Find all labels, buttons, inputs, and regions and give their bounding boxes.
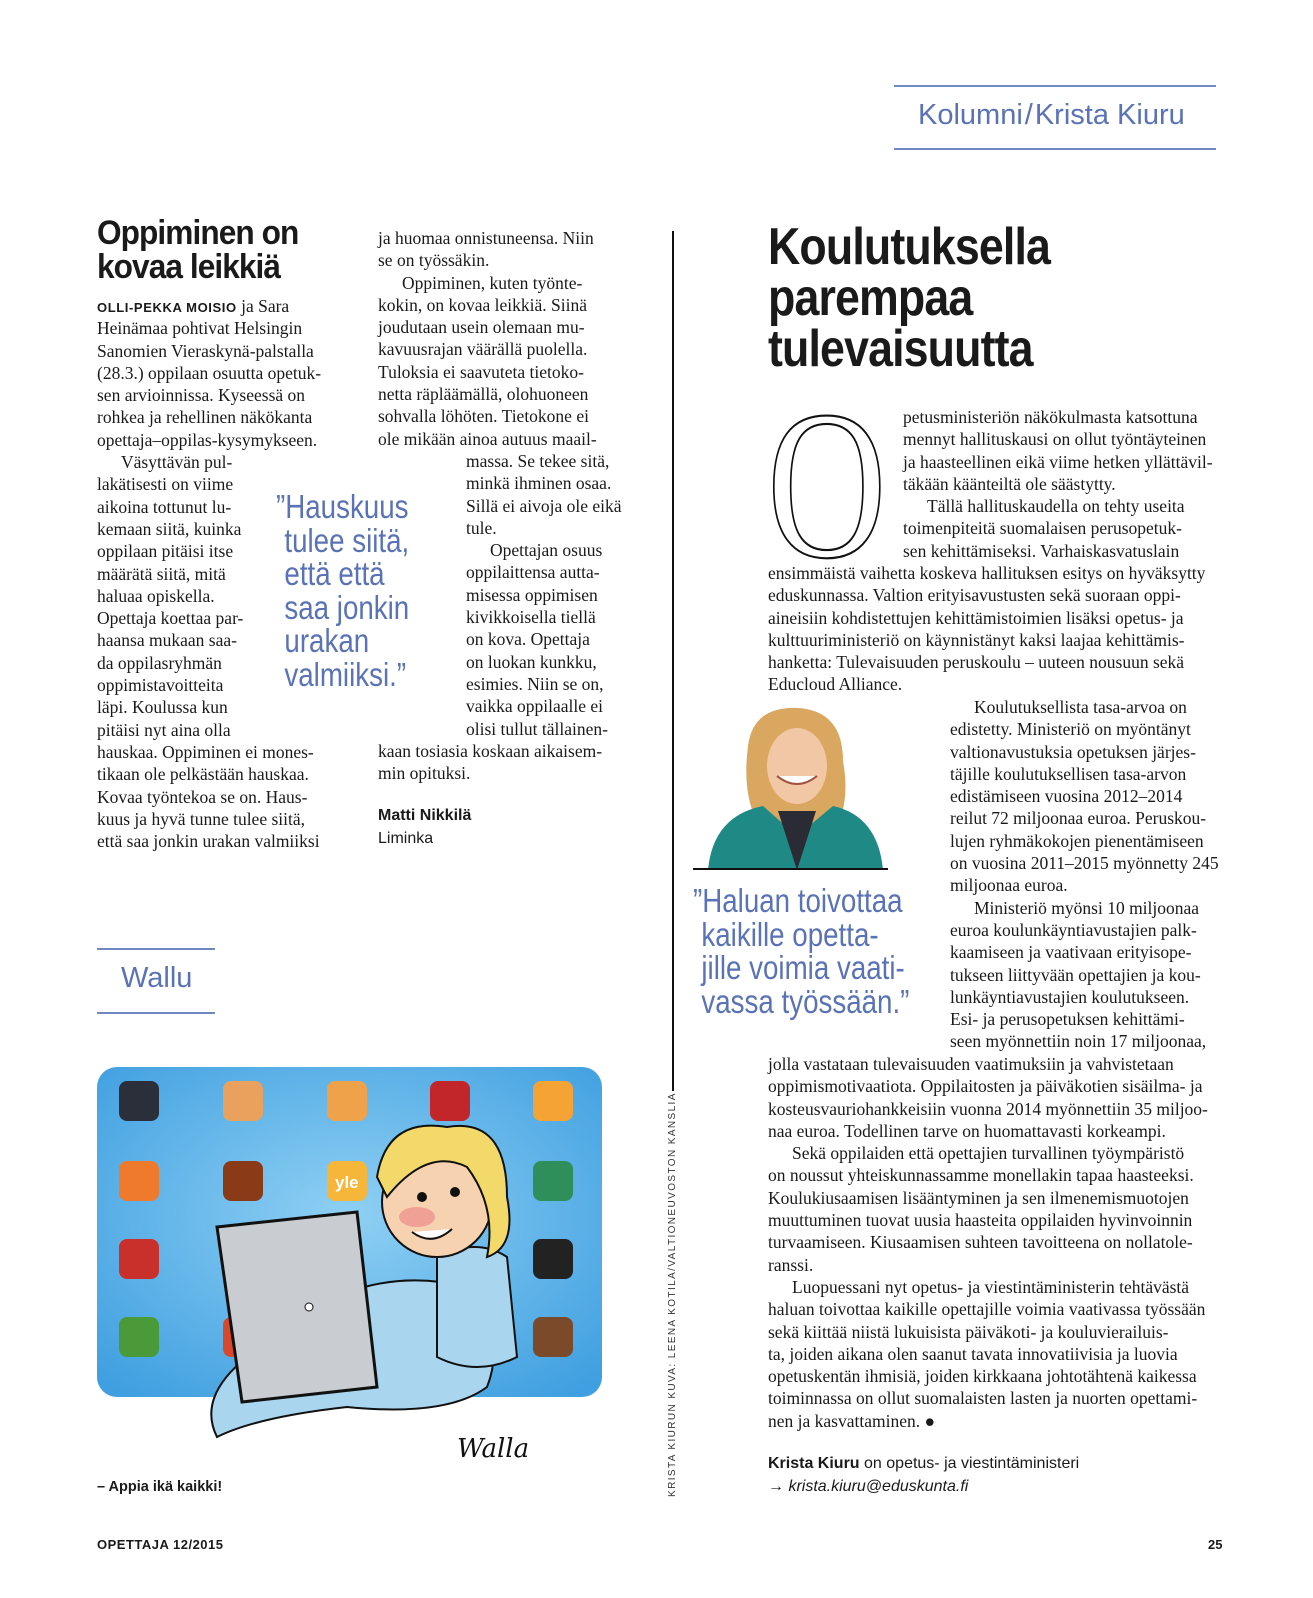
text-line: seen myönnettiin noin 17 miljoonaa, <box>950 1031 1207 1052</box>
page-number: 25 <box>1208 1537 1223 1552</box>
paragraph <box>768 1053 1208 1142</box>
letter-column-2a <box>378 227 597 450</box>
drop-cap <box>767 404 891 560</box>
text-line: kaamiseen ja vaativaan erityisope- <box>950 942 1192 963</box>
section-label: Kolumni <box>918 99 1023 131</box>
author-photo <box>693 706 893 872</box>
text-line: on luokan kunkku, <box>466 651 597 672</box>
title-line: kovaa leikkiä <box>97 248 281 286</box>
quote-line: saa jonkin <box>284 588 410 626</box>
text-line: netta räpläämällä, olohuoneen <box>378 384 589 405</box>
title-line: Oppiminen on <box>97 214 299 252</box>
text-line: sen kehittämiseksi. Varhaiskasvatuslain <box>903 540 1180 561</box>
text-line: joudutaan usein olemaan mu- <box>378 317 585 338</box>
column-block-b <box>768 562 1205 696</box>
text-line: da oppilasryhmän <box>97 652 222 673</box>
author-bio <box>768 1455 1079 1473</box>
text-line: euroa koulunkäyntiavustajien palk- <box>950 919 1197 940</box>
text-line: kosteusvauriohankkeisiin vuonna 2014 myönnettiin 35 miljoo- <box>768 1098 1208 1119</box>
quote-line: ”Haluan toivottaa <box>693 882 903 919</box>
paragraph <box>950 897 1219 1053</box>
text-line: vaikka oppilaalle ei <box>466 696 604 717</box>
letter-title <box>97 216 298 284</box>
text-line: läpi. Koulussa kun <box>97 697 228 718</box>
text-line: Luopuessani nyt opetus- ja viestintäministerin tehtävästä <box>792 1276 1190 1297</box>
text-line: kemaan siitä, kuinka <box>97 518 242 539</box>
text-line: aikoina tottunut lu- <box>97 496 232 517</box>
text-line: kulttuuriministeriö on käynnistänyt kaksi laajaa kehittämis- <box>768 629 1185 650</box>
text-line: oppilaittensa autta- <box>466 562 600 583</box>
quote-line: ”Hauskuus <box>276 488 409 525</box>
text-line: täjille koulutuksellisen tasa-arvon <box>950 763 1187 784</box>
paragraph <box>378 227 597 272</box>
text-line: kivikkoisella tiellä <box>466 607 596 628</box>
text-line: mennyt hallituskausi on ollut työntäyteinen <box>903 429 1207 450</box>
text-line: tule. <box>466 517 497 538</box>
text-line: nen ja kasvattaminen. ● <box>768 1410 936 1431</box>
title-line: tulevaisuutta <box>768 320 1033 378</box>
text-line: Väsyttävän pul- <box>121 452 233 473</box>
text-line: hanketta: Tulevaisuuden peruskoulu – uuteen nousuun sekä <box>768 652 1185 673</box>
section-header <box>918 99 1185 132</box>
text-line: aineisiin kohdistettujen kehittämistoimien lisäksi opetus- ja <box>768 607 1184 628</box>
app-icon <box>223 1161 263 1201</box>
text-line: oppimismotivaatiota. Oppilaitosten ja päiväkotien sisäilma- ja <box>768 1076 1203 1097</box>
app-icon <box>533 1239 573 1279</box>
text-line: ole mikään ainoa autuus maail- <box>378 428 597 449</box>
text-line: lunkäyntiavustajien koulutukseen. <box>950 986 1190 1007</box>
text-line: haansa mukaan saa- <box>97 630 237 651</box>
letter-pull-quote <box>276 490 409 691</box>
text-line: Educloud Alliance. <box>768 674 903 695</box>
text-line: on kova. Opettaja <box>466 629 590 650</box>
header-rule-bottom <box>894 148 1216 150</box>
text-line: min opituksi. <box>378 763 471 784</box>
text-line: reilut 72 miljoonaa euroa. Peruskou- <box>950 808 1207 829</box>
text-line: ja huomaa onnistuneensa. Niin <box>378 228 594 248</box>
text-line: sohvalla löhöten. Tietokone ei <box>378 406 589 427</box>
paragraph <box>903 495 1213 562</box>
text-line: rohkea ja rehellinen näkökanta <box>97 407 313 428</box>
column-author: Krista Kiuru <box>1034 99 1185 131</box>
text-line: sekä kiittää niistä lukuisista päiväkoti- ja kouluvierailuis- <box>768 1321 1169 1342</box>
lead-author: OLLI-PEKKA MOISIO <box>97 300 237 315</box>
text-line: Opettaja koettaa par- <box>97 608 244 629</box>
text-line: opetuskentän ihmisiä, joiden kirkkaana johtotähtenä kaikessa <box>768 1366 1197 1387</box>
cartoon-caption: – Appia ikä kaikki! <box>97 1479 223 1495</box>
column-block-a <box>903 406 1213 562</box>
paragraph <box>378 272 597 450</box>
letter-signature-name: Matti Nikkilä <box>378 807 472 824</box>
paragraph <box>466 539 622 740</box>
quote-line: että että <box>284 555 385 592</box>
text-line: täkään käänteiltä ole säästytty. <box>903 473 1116 494</box>
text-line: kavuusrajan väärällä puolella. <box>378 339 588 360</box>
text-line: ja haasteellinen eikä viime hetken yllättävil- <box>903 451 1213 472</box>
text-line: ensimmäistä vaihetta koskeva hallituksen esitys on hyväksytty <box>768 563 1206 583</box>
text-line: se on työssäkin. <box>378 250 490 271</box>
column-pull-quote <box>693 884 909 1018</box>
app-icon <box>327 1081 367 1121</box>
text-line: lujen ryhmäkokojen pienentämiseen <box>950 830 1204 851</box>
app-icon <box>119 1239 159 1279</box>
app-icon <box>533 1161 573 1201</box>
paragraph <box>768 562 1205 696</box>
text-line: oppimistavoitteita <box>97 675 224 696</box>
arrow-right-icon: → <box>768 1478 784 1495</box>
quote-line: urakan <box>284 622 370 659</box>
app-icon <box>533 1317 573 1357</box>
wallu-rule-top <box>97 948 215 950</box>
text-line: jolla vastataan tulevaisuuden vaatimuksiin ja vahvistetaan <box>768 1054 1174 1074</box>
text-line: Kovaa työntekoa se on. Haus- <box>97 786 308 807</box>
author-email-row <box>768 1478 968 1496</box>
paragraph <box>903 406 1213 495</box>
text-line: edistämiseen vuosina 2012–2014 <box>950 786 1183 807</box>
column-block-d <box>768 1053 1208 1432</box>
tablet-button <box>305 1303 313 1311</box>
app-icon <box>119 1161 159 1201</box>
text-line: sen arvioinnissa. Kyseessä on <box>97 385 306 406</box>
text-line: minkä ihminen osaa. <box>466 473 612 494</box>
text-line: haluan toivottaa kaikille opettajille voimia vaativassa työssään <box>768 1299 1206 1320</box>
text-line: kaan tosiasia koskaan aikaisem- <box>378 741 603 761</box>
text-line: toiminnassa on ollut suomalaisten lasten ja nuorten opettami- <box>768 1388 1198 1409</box>
app-icon <box>223 1081 263 1121</box>
text-line: haluaa opiskella. <box>97 585 215 606</box>
text-line: Oppiminen, kuten työnte- <box>402 272 583 293</box>
paragraph <box>378 740 602 785</box>
text-line: Koulutuksellista tasa-arvoa on <box>974 697 1187 717</box>
author-email-link[interactable]: krista.kiuru@eduskunta.fi <box>788 1478 969 1495</box>
text-line: kuus ja hyvä tunne tulee siitä, <box>97 808 306 829</box>
column-divider <box>672 231 674 1091</box>
app-icon <box>119 1317 159 1357</box>
text-line: toimenpiteitä suomalaisen perusopetuk- <box>903 518 1182 539</box>
paragraph <box>466 450 622 539</box>
text-line: että saa jonkin urakan valmiiksi <box>97 831 320 852</box>
text-line: hauskaa. Oppiminen ei mones- <box>97 741 314 762</box>
yle-badge: yle <box>335 1173 359 1192</box>
text-line: miljoonaa euroa. <box>950 875 1068 896</box>
text-line: esimies. Niin se on, <box>466 673 604 694</box>
text-line: Opettajan osuus <box>490 540 603 561</box>
title-line: Koulutuksella <box>768 218 1051 276</box>
text-line: tikaan ole pelkästään hauskaa. <box>97 764 309 785</box>
text-line <box>97 295 289 317</box>
text-line: ranssi. <box>768 1254 814 1275</box>
text-line: olisi tullut tällainen- <box>466 718 608 739</box>
text-line: Sekä oppilaiden että opettajien turvallinen työympäristö <box>792 1143 1185 1164</box>
quote-line: tulee siitä, <box>284 521 410 559</box>
text-line: (28.3.) oppilaan osuutta opetuk- <box>97 362 322 383</box>
text-line: Tuloksia ei saavuteta tietoko- <box>378 361 584 382</box>
app-icon <box>430 1081 470 1121</box>
text-line: on noussut yhteiskunnassamme monellakin tapaa haasteeksi. <box>768 1165 1194 1186</box>
wallu-label: Wallu <box>121 962 193 994</box>
text-line: Heinämaa pohtivat Helsingin <box>97 318 303 339</box>
quote-line: jille voimia vaati- <box>701 949 905 986</box>
author-role: on opetus- ja viestintäministeri <box>859 1455 1080 1472</box>
paragraph <box>950 696 1219 897</box>
paragraph <box>768 1142 1208 1276</box>
letter-column-2c <box>378 740 602 785</box>
tablet-device <box>217 1212 377 1402</box>
text-line-rest: ja Sara <box>236 296 290 316</box>
text-line: Sillä ei aivoja ole eikä <box>466 495 622 516</box>
text-line: määrätä siitä, mitä <box>97 563 226 584</box>
cartoon-illustration <box>87 1057 617 1465</box>
separator: / <box>1024 99 1033 131</box>
text-line: lakätisesti on viime <box>97 474 234 495</box>
text-line: naa euroa. Todellinen tarve on huomattavasti korkeampi. <box>768 1120 1166 1141</box>
text-line: Tällä hallituskaudella on tehty useita <box>927 496 1185 517</box>
photo-credit: KRISTA KIURUN KUVA: LEENA KOTILA/VALTIONEUVOSTON KANSLIA <box>667 1092 678 1497</box>
author-name: Krista Kiuru <box>768 1455 860 1472</box>
cartoonist-signature: Walla <box>457 1434 530 1464</box>
text-line: petusministeriön näkökulmasta katsottuna <box>903 407 1198 427</box>
text-line: turvaamiseen. Kiusaamisen suhteen tavoitteena on nollatole- <box>768 1232 1193 1253</box>
text-line: kokin, on kovaa leikkiä. Siinä <box>378 294 587 315</box>
text-line: ta, joiden aikana olen saanut tavata innovatiivisia ja luovia <box>768 1343 1178 1364</box>
text-line: oppilaan pitäisi itse <box>97 541 234 562</box>
paragraph <box>97 295 321 451</box>
wallu-rule-bottom <box>97 1012 215 1014</box>
text-line: misessa oppimisen <box>466 584 598 605</box>
text-line: edistetty. Ministeriö on myöntänyt <box>950 719 1191 740</box>
paragraph <box>768 1276 1208 1432</box>
publication-issue: OPETTAJA 12/2015 <box>97 1537 224 1552</box>
text-line: massa. Se tekee sitä, <box>466 451 610 471</box>
text-line: valtionavustuksia opetuksen järjes- <box>950 741 1196 762</box>
text-line: pitäisi nyt aina olla <box>97 719 231 740</box>
text-line: Esi- ja perusopetuksen kehittämi- <box>950 1009 1185 1030</box>
letter-column-2b <box>466 450 622 740</box>
text-line: Ministeriö myönsi 10 miljoonaa <box>974 897 1200 918</box>
letter-signature-place: Liminka <box>378 830 434 847</box>
column-block-c <box>950 696 1219 1053</box>
text-line: on vuosina 2011–2015 myönnetty 245 <box>950 853 1219 874</box>
quote-line: kaikille opetta- <box>701 915 879 953</box>
text-line: Sanomien Vieraskynä-palstalla <box>97 340 314 361</box>
text-line: Koulukiusaamisen lisääntyminen ja sen ilmenemismuotojen <box>768 1187 1189 1208</box>
quote-line: valmiiksi.” <box>284 655 407 693</box>
app-icon <box>119 1081 159 1121</box>
column-title <box>768 218 1051 378</box>
quote-line: vassa työssään.” <box>701 982 910 1020</box>
app-icon <box>533 1081 573 1121</box>
title-line: parempaa <box>768 269 973 327</box>
text-line: tukseen liittyvään opettajien ja kou- <box>950 964 1201 985</box>
text-line: muuttuminen tuovat uusia haasteita oppilaiden hyvinvoinnin <box>768 1210 1193 1231</box>
text-line: opettaja–oppilas-kysymykseen. <box>97 429 318 450</box>
header-rule-top <box>894 85 1216 87</box>
drop-cap-letter: O <box>767 404 887 560</box>
text-line: eduskunnassa. Valtion erityisavustusten sekä suoraan oppi- <box>768 585 1181 606</box>
